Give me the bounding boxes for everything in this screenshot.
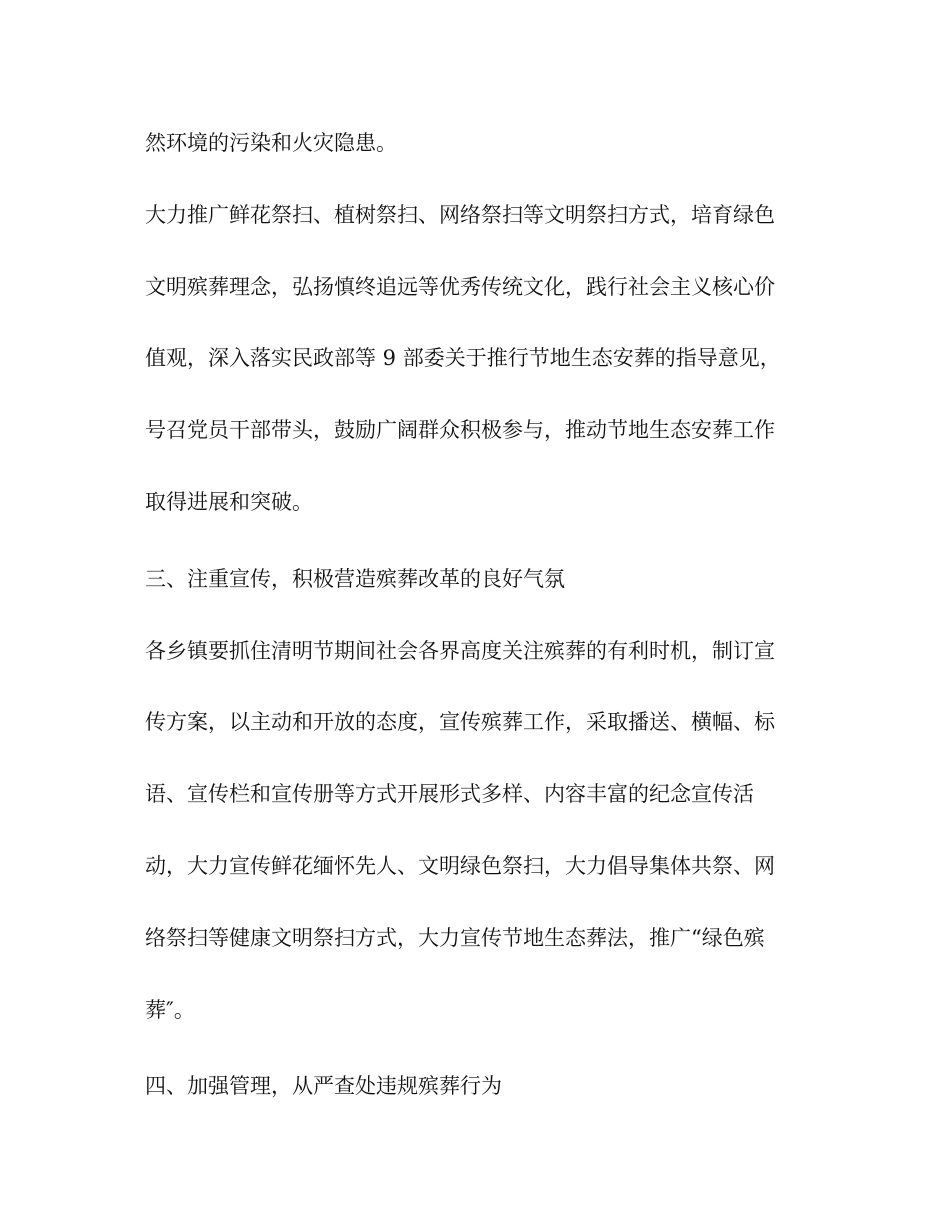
paragraph-line: 取得进展和突破。: [145, 490, 313, 514]
paragraph-line: 葬″。: [145, 998, 195, 1022]
paragraph-line: 各乡镇要抓住清明节期间社会各界高度关注殡葬的有利时机，制订宣: [145, 639, 775, 663]
section-heading: 四、加强管理，从严查处违规殡葬行为: [145, 1074, 502, 1098]
paragraph-line: 号召党员干部带头，鼓励广阔群众积极参与，推动节地生态安葬工作: [145, 418, 775, 442]
paragraph-line: 动，大力宣传鲜花缅怀先人、文明绿色祭扫，大力倡导集体共祭、网: [145, 854, 775, 878]
paragraph-line: 语、宣传栏和宣传册等方式开展形式多样、内容丰富的纪念宣传活: [145, 782, 754, 806]
paragraph-line: 文明殡葬理念，弘扬慎终追远等优秀传统文化，践行社会主义核心价: [145, 275, 775, 299]
paragraph-line: 络祭扫等健康文明祭扫方式，大力宣传节地生态葬法，推广“绿色殡: [145, 926, 765, 950]
paragraph-line: 传方案，以主动和开放的态度，宣传殡葬工作，采取播送、横幅、标: [145, 710, 775, 734]
paragraph-line: 值观，深入落实民政部等 9 部委关于推行节地生态安葬的指导意见，: [145, 346, 781, 370]
section-heading: 三、注重宣传，积极营造殡葬改革的良好气氛: [145, 567, 565, 591]
paragraph-line: 大力推广鲜花祭扫、植树祭扫、网络祭扫等文明祭扫方式，培育绿色: [145, 203, 775, 227]
paragraph-line: 然环境的污染和火灾隐患。: [145, 131, 397, 155]
